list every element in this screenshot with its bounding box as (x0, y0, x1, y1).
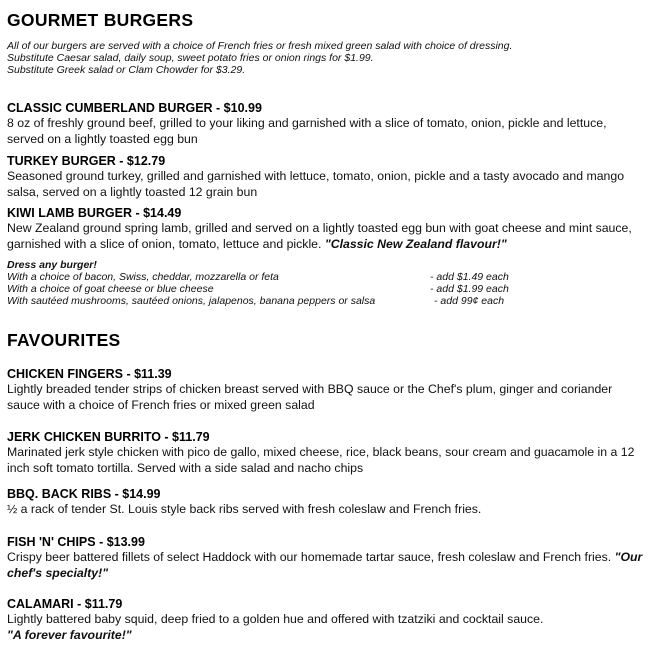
menu-item-kiwi-lamb-burger (7, 206, 643, 252)
item-name: TURKEY BURGER - $12.79 (7, 154, 166, 168)
item-description (7, 445, 643, 476)
dress-option (7, 283, 567, 295)
menu-item-jerk-chicken-burrito (7, 430, 643, 476)
item-desc-text: Lightly breaded tender strips of chicken breast served with BBQ sauce or the Chef's plum, ginger and coriander sauce with a choice of French fries or mixed green salad (7, 382, 613, 412)
item-description (7, 116, 643, 147)
item-desc-text: Crispy beer battered fillets of select Haddock with our homemade tartar sauce, fresh coleslaw and French fries. (7, 550, 612, 564)
item-quote: "Our chef's specialty!" (7, 550, 643, 580)
item-desc-text: New Zealand ground spring lamb, grilled and served on a lightly toasted egg bun with goat cheese and mint sauce, garnished with a slice of onion, tomato, lettuce and pickle. (7, 221, 632, 251)
item-name: BBQ. BACK RIBS - $14.99 (7, 487, 161, 501)
menu-item-classic-cumberland-burger (7, 101, 643, 147)
item-description (7, 550, 643, 581)
item-name: JERK CHICKEN BURRITO - $11.79 (7, 430, 210, 444)
menu-item-fish-n-chips (7, 535, 643, 581)
intro-line: All of our burgers are served with a choice of French fries or fresh mixed green salad with choice of dressing. (7, 40, 513, 52)
dress-option-text: With sautéed mushrooms, sautéed onions, jalapenos, banana peppers or salsa (7, 295, 376, 307)
dress-option-price: - add 99¢ each (434, 295, 505, 307)
item-desc-text: 8 oz of freshly ground beef, grilled to your liking and garnished with a slice of tomato, onion, pickle and lettuce, served on a lightly toasted egg bun (7, 116, 607, 146)
item-desc-text: Seasoned ground turkey, grilled and garnished with lettuce, tomato, onion, pickle and a tasty avocado and mango salsa, served on a lightly toasted 12 grain bun (7, 169, 625, 199)
item-description (7, 382, 643, 413)
item-description (7, 169, 643, 200)
item-name: FISH 'N' CHIPS - $13.99 (7, 535, 145, 549)
dress-option-text: With a choice of bacon, Swiss, cheddar, mozzarella or feta (7, 271, 279, 283)
menu-item-chicken-fingers (7, 367, 643, 413)
item-name: CALAMARI - $11.79 (7, 597, 123, 611)
dress-option-price: - add $1.49 each (430, 271, 509, 283)
dress-any-burger (7, 259, 567, 307)
dress-option-price: - add $1.99 each (430, 283, 509, 295)
item-description (7, 221, 643, 252)
intro-line: Substitute Caesar salad, daily soup, sweet potato fries or onion rings for $1.99. (7, 52, 374, 64)
dress-option (7, 295, 567, 307)
burgers-intro (7, 40, 637, 76)
item-desc-text: Marinated jerk style chicken with pico de gallo, mixed cheese, rice, black beans, sour cream and guacamole in a 12 inch soft tomato tortilla. Served with a side salad and nacho chips (7, 445, 635, 475)
item-description (7, 502, 643, 518)
item-description (7, 612, 643, 643)
dress-option (7, 271, 567, 283)
item-desc-text: ½ a rack of tender St. Louis style back ribs served with fresh coleslaw and French fries. (7, 502, 482, 516)
item-name: CHICKEN FINGERS - $11.39 (7, 367, 172, 381)
menu-item-calamari (7, 597, 643, 643)
item-name: KIWI LAMB BURGER - $14.49 (7, 206, 182, 220)
item-quote: "Classic New Zealand flavour!" (324, 236, 507, 251)
dress-title: Dress any burger! (7, 259, 97, 271)
intro-line: Substitute Greek salad or Clam Chowder for $3.29. (7, 64, 246, 76)
section-title-favourites: FAVOURITES (7, 330, 121, 350)
section-title-burgers: GOURMET BURGERS (7, 10, 194, 30)
item-desc-text: Lightly battered baby squid, deep fried to a golden hue and offered with tzatziki and cocktail sauce. (7, 612, 544, 626)
item-quote: "A forever favourite!" (7, 627, 132, 642)
item-name: CLASSIC CUMBERLAND BURGER - $10.99 (7, 101, 262, 115)
dress-option-text: With a choice of goat cheese or blue cheese (7, 283, 214, 295)
menu-item-bbq-back-ribs (7, 487, 643, 518)
menu-item-turkey-burger (7, 154, 643, 200)
